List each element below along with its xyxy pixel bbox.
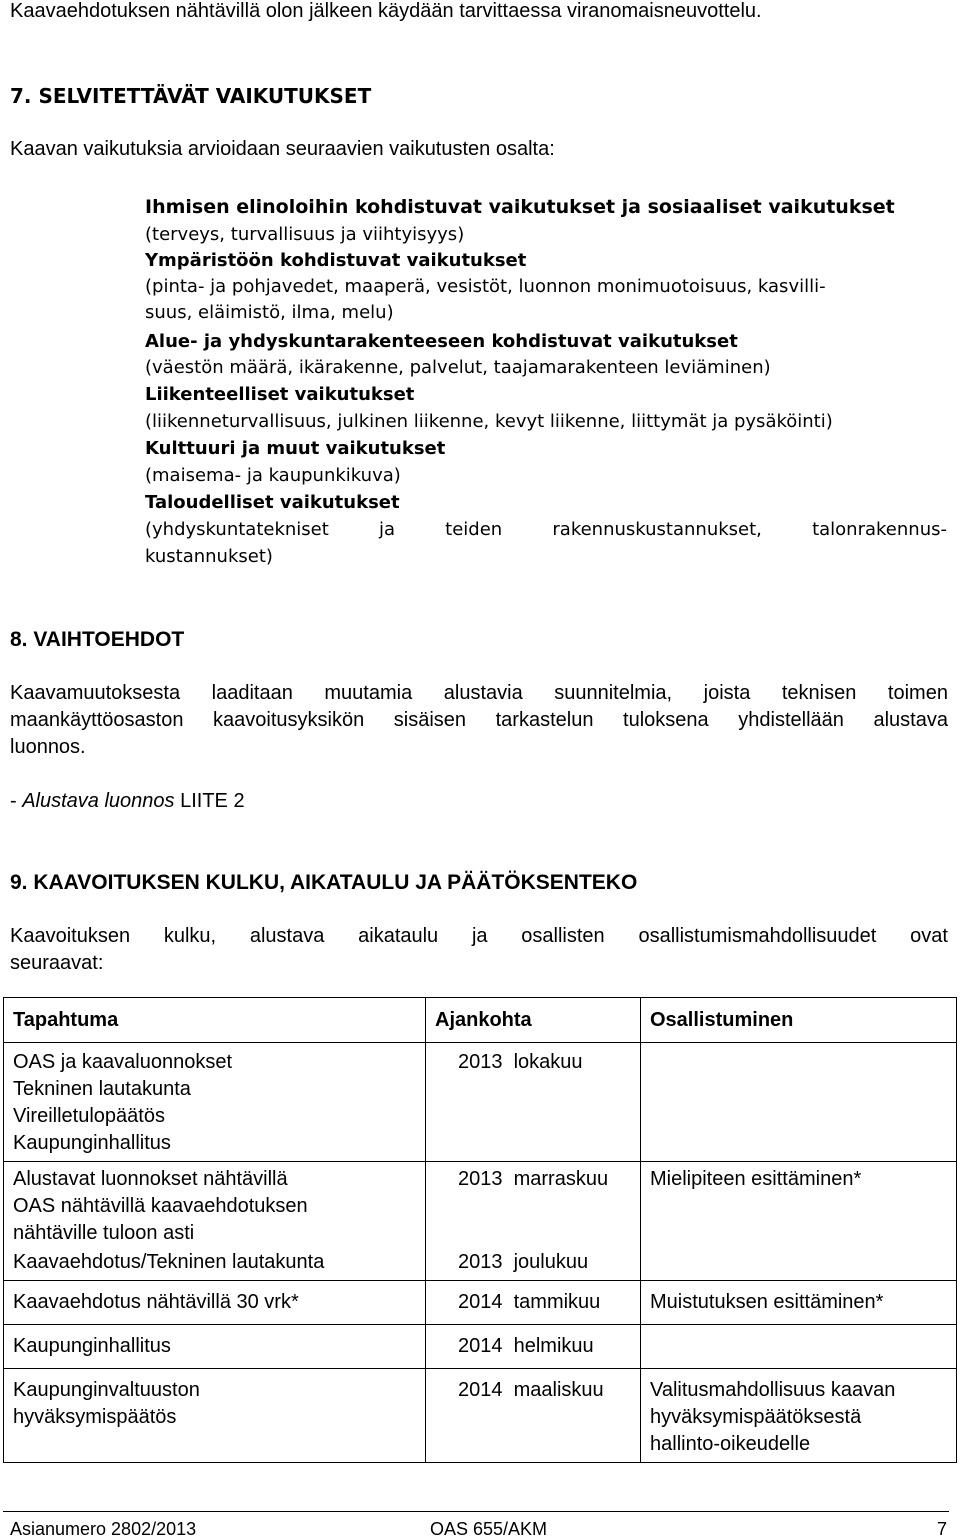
header-event: Tapahtuma	[4, 998, 426, 1043]
table-row	[4, 1043, 957, 1162]
event-cell: Kaupunginhallitus	[4, 1325, 426, 1369]
impact-desc-1: (terveys, turvallisuus ja viihtyisyys)	[145, 224, 465, 245]
table-row	[4, 1325, 957, 1369]
participation-cell: Mielipiteen esittäminen*	[641, 1162, 957, 1281]
date-cell: 2014 helmikuu	[426, 1325, 641, 1369]
date-cell: 2013 marraskuu 2013 joulukuu	[426, 1162, 641, 1281]
section9-para-line2: seuraavat:	[10, 952, 104, 974]
section9-title: 9. KAAVOITUKSEN KULKU, AIKATAULU JA PÄÄTÖKSENTEKO	[10, 871, 638, 894]
participation-cell	[641, 1043, 957, 1162]
date-cell: 2013 lokakuu	[426, 1043, 641, 1162]
attachment-reference: - Alustava luonnos LIITE 2	[10, 790, 245, 812]
section8-title: 8. VAIHTOEHDOT	[10, 628, 185, 651]
footer-divider	[3, 1511, 949, 1512]
header-date: Ajankohta	[426, 998, 641, 1043]
impact-heading-6: Taloudelliset vaikutukset	[145, 492, 400, 513]
section7-title: 7. SELVITETTÄVÄT VAIKUTUKSET	[10, 84, 372, 108]
impact-desc-3: (väestön määrä, ikärakenne, palvelut, taajamarakenteen leviäminen)	[145, 357, 771, 378]
event-cell: Kaupunginvaltuuston hyväksymispäätös	[4, 1369, 426, 1463]
impact-heading-1: Ihmisen elinoloihin kohdistuvat vaikutukset ja sosiaaliset vaikutukset	[145, 196, 895, 218]
header-participation: Osallistuminen	[641, 998, 957, 1043]
impact-heading-5: Kulttuuri ja muut vaikutukset	[145, 438, 446, 459]
impact-heading-4: Liikenteelliset vaikutukset	[145, 384, 415, 405]
event-cell: Kaavaehdotus nähtävillä 30 vrk*	[4, 1281, 426, 1325]
impact-heading-3: Alue- ja yhdyskuntarakenteeseen kohdistuvat vaikutukset	[145, 331, 738, 352]
table-row	[4, 1162, 957, 1281]
table-row	[4, 1369, 957, 1463]
participation-cell	[641, 1325, 957, 1369]
participation-cell: Muistutuksen esittäminen*	[641, 1281, 957, 1325]
impact-desc-2a: (pinta- ja pohjavedet, maaperä, vesistöt, luonnon monimuotoisuus, kasvilli-	[145, 276, 826, 297]
footer-case-number: Asianumero 2802/2013	[10, 1519, 197, 1539]
impact-desc-4: (liikenneturvallisuus, julkinen liikenne, kevyt liikenne, liittymät ja pysäköinti)	[145, 411, 833, 432]
date-cell: 2014 maaliskuu	[426, 1369, 641, 1463]
event-cell: OAS ja kaavaluonnokset Tekninen lautakunta Vireilletulopäätös Kaupunginhallitus	[4, 1043, 426, 1162]
impact-desc-2b: suus, eläimistö, ilma, melu)	[145, 302, 394, 323]
footer-document-code: OAS 655/AKM	[430, 1519, 548, 1539]
section8-para-line3: luonnos.	[10, 736, 86, 758]
table-row	[4, 1281, 957, 1325]
page-number: 7	[937, 1519, 948, 1539]
impact-heading-2: Ympäristöön kohdistuvat vaikutukset	[145, 250, 527, 271]
event-cell: Alustavat luonnokset nähtävillä OAS nähtävillä kaavaehdotuksen nähtäville tuloon asti Kaavaehdotus/Tekninen lautakunta	[4, 1162, 426, 1281]
impact-desc-5: (maisema- ja kaupunkikuva)	[145, 465, 401, 486]
participation-cell: Valitusmahdollisuus kaavan hyväksymispäätöksestä hallinto-oikeudelle	[641, 1369, 957, 1463]
section7-intro: Kaavan vaikutuksia arvioidaan seuraavien vaikutusten osalta:	[10, 138, 555, 160]
impact-desc-6b: kustannukset)	[145, 546, 273, 567]
impact-desc-6a: (yhdyskuntatekniset ja teiden rakennuskustannukset, talonrakennus-	[145, 519, 947, 540]
section8-para-line1: Kaavamuutoksesta laaditaan muutamia alustavia suunnitelmia, joista teknisen toimen	[10, 682, 948, 704]
schedule-table	[3, 997, 957, 1463]
intro-line: Kaavaehdotuksen nähtävillä olon jälkeen käydään tarvittaessa viranomaisneuvottelu.	[10, 0, 762, 22]
section8-para-line2: maankäyttöosaston kaavoitusyksikön sisäisen tarkastelun tuloksena yhdistellään alustava	[10, 709, 948, 731]
table-header-row	[4, 998, 957, 1043]
date-cell: 2014 tammikuu	[426, 1281, 641, 1325]
section9-para-line1: Kaavoituksen kulku, alustava aikataulu ja osallisten osallistumismahdollisuudet ovat	[10, 925, 948, 947]
